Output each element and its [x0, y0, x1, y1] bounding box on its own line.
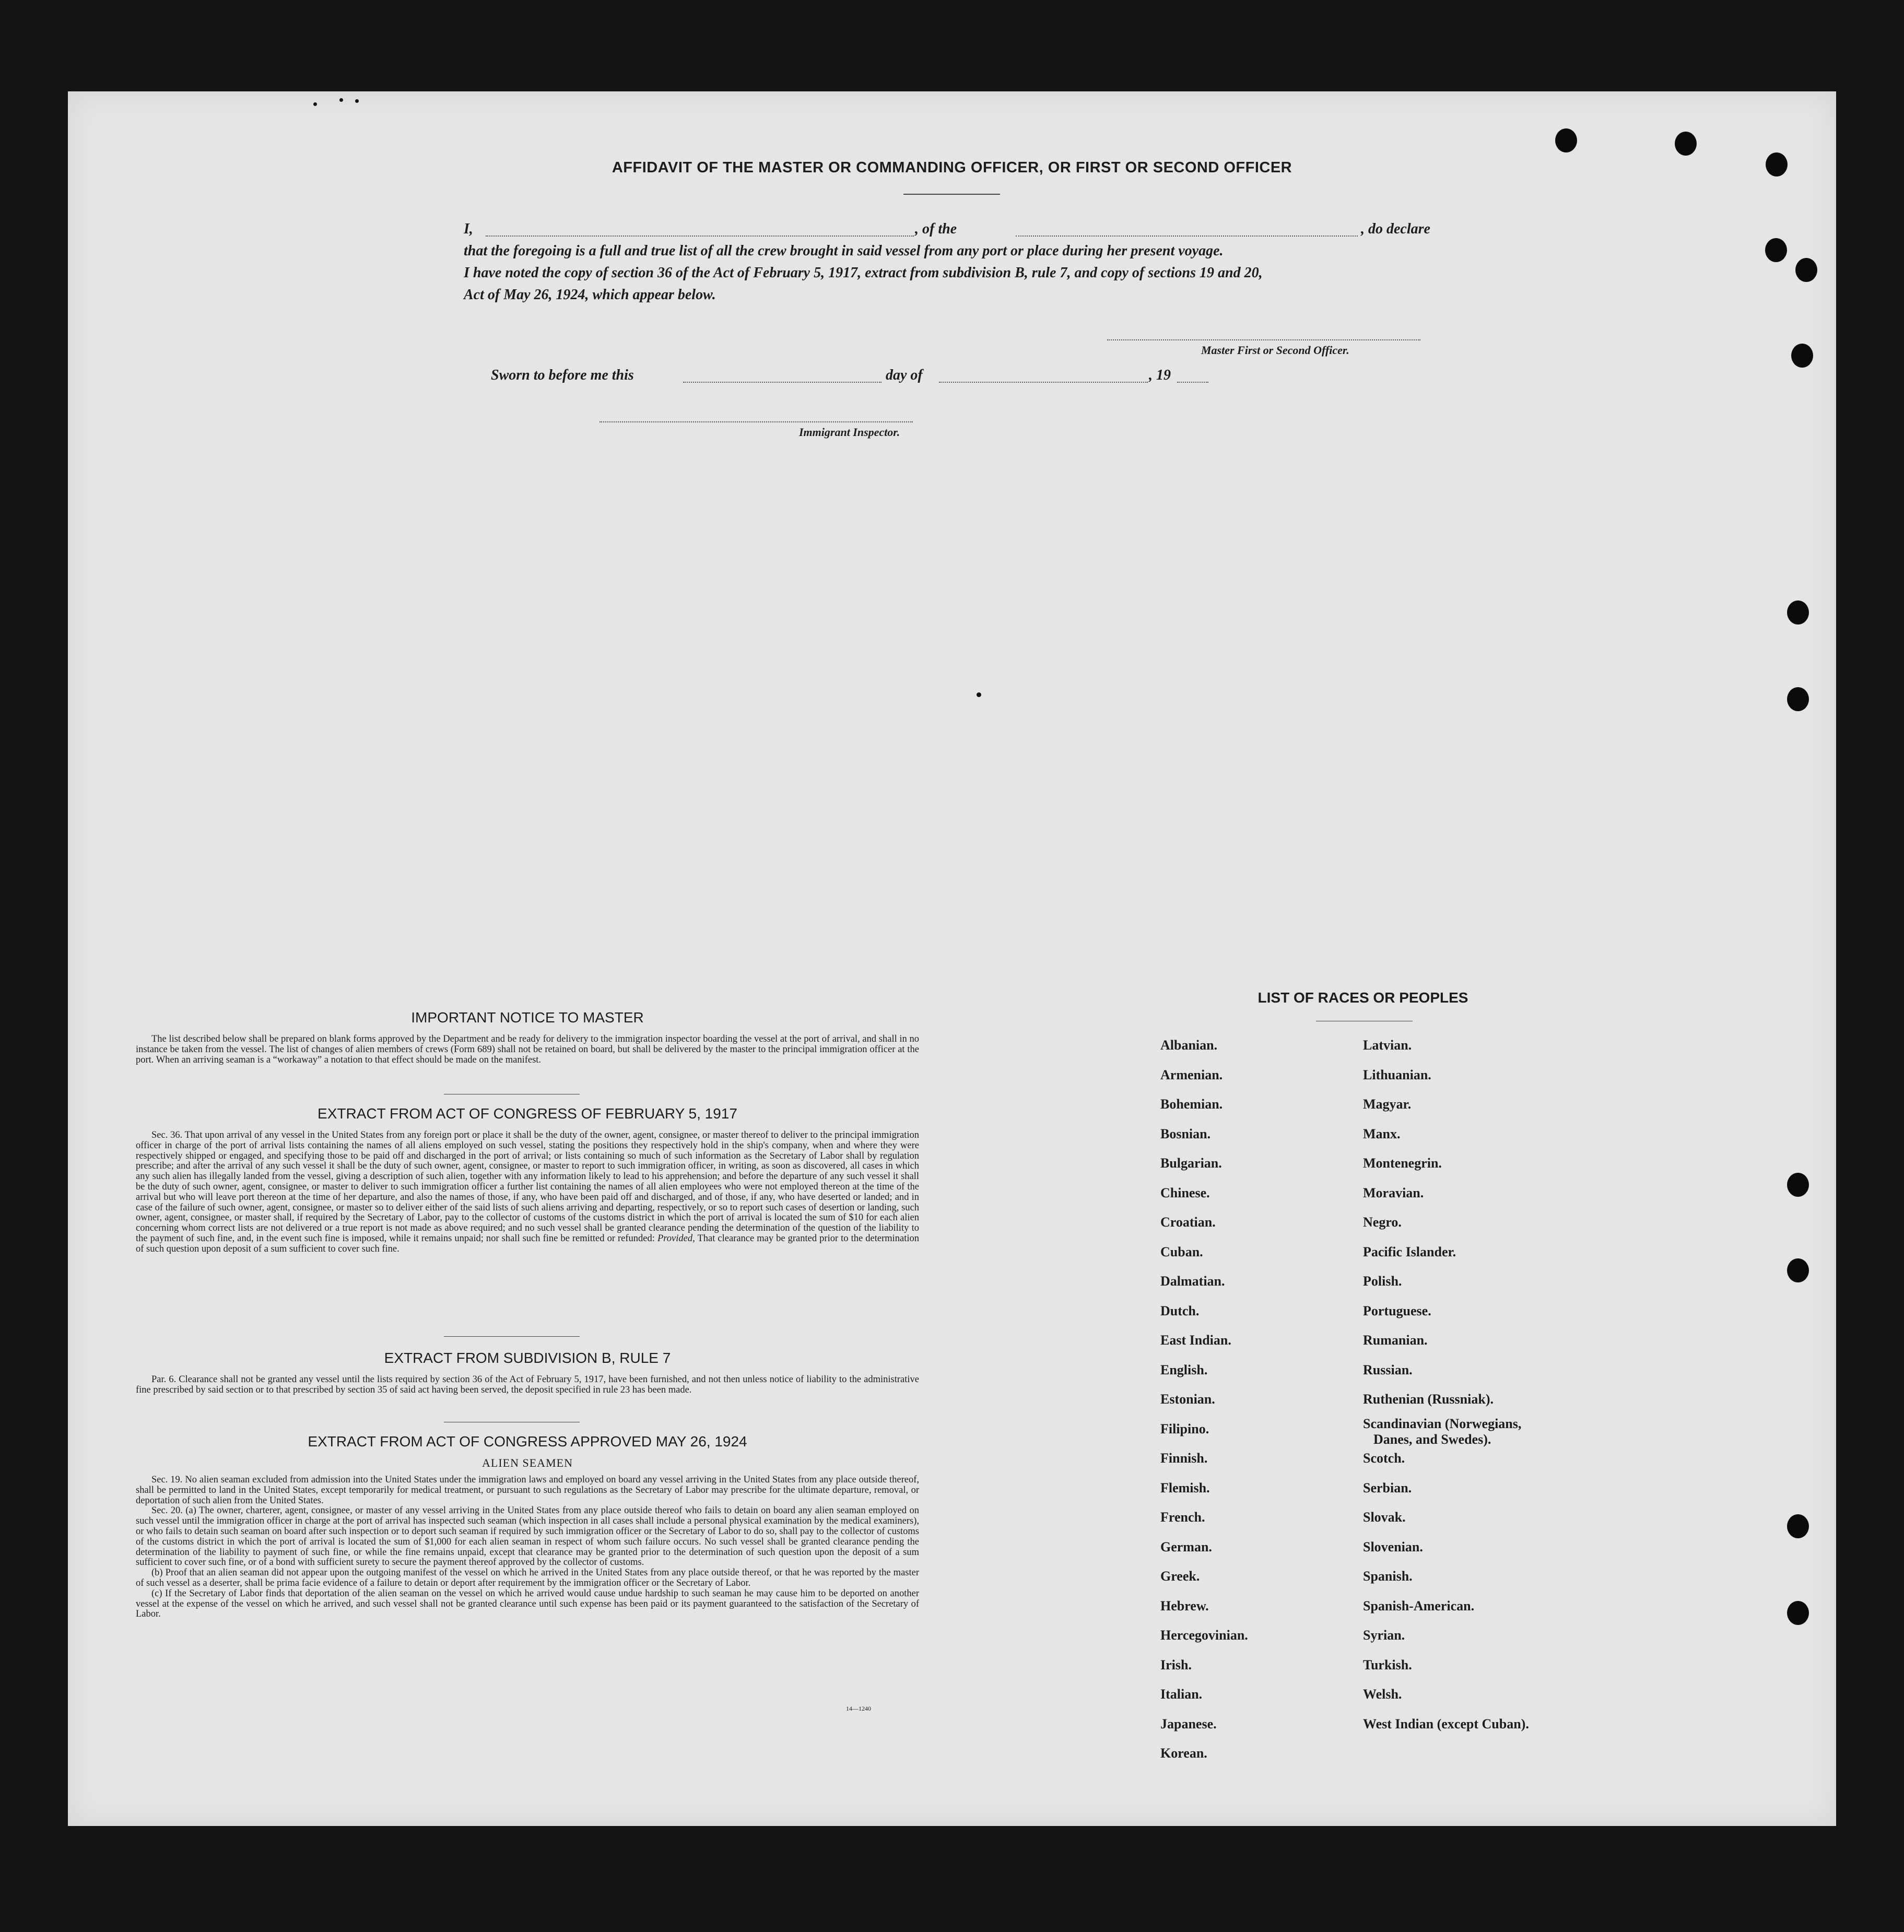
race-item: Japanese. — [1160, 1716, 1217, 1731]
notice-body — [136, 1034, 919, 1065]
affidavit-i-label: I, — [464, 221, 473, 237]
speck — [313, 102, 317, 106]
punch-hole — [1795, 258, 1817, 282]
race-item: Albanian. — [1160, 1038, 1218, 1053]
rule-7-paragraph: Par. 6. Clearance shall not be granted any vessel until the lists required by section 36 of the Act of February 5, 1917, have been furnished, and not then unless notice of liability to the administrative fine prescribed by said section or to that prescribed by section 35 of said act having been served, the deposit specified in rule 23 has been made. — [136, 1374, 919, 1395]
sworn-month-blank[interactable] — [939, 382, 1148, 383]
document-sheet — [68, 91, 1836, 1826]
race-item: Ruthenian (Russniak). — [1363, 1392, 1494, 1407]
race-item: Scotch. — [1363, 1451, 1405, 1466]
race-item: Montenegrin. — [1363, 1156, 1442, 1171]
rule-7-body — [136, 1375, 919, 1396]
race-item: Greek. — [1160, 1569, 1200, 1584]
race-item: English. — [1160, 1362, 1208, 1377]
speck — [339, 98, 343, 102]
form-number: 14—1240 — [846, 1705, 871, 1712]
act-1924-subtitle: ALIEN SEAMEN — [482, 1456, 573, 1469]
master-caption: Master First or Second Officer. — [1201, 344, 1349, 357]
race-item: Bosnian. — [1160, 1126, 1211, 1141]
race-item: Flemish. — [1160, 1480, 1210, 1495]
act-1917-title: EXTRACT FROM ACT OF CONGRESS OF FEBRUARY 5, 1917 — [318, 1105, 737, 1122]
race-item: Syrian. — [1363, 1628, 1405, 1643]
sec-19-paragraph: Sec. 19. No alien seaman excluded from admission into the United States under the immigration laws and employed on board any vessel arriving in the United States from any place outside thereof, shall be permitted to land in the United States, except temporarily for medical treatment, or pursuant to such regulations as the Secretary of Labor may prescribe for the ultimate departure, removal, or deportation of such alien from the United States. — [136, 1475, 919, 1506]
race-item: Russian. — [1363, 1362, 1413, 1377]
race-item: Spanish-American. — [1363, 1598, 1475, 1613]
race-item: Pacific Islander. — [1363, 1244, 1456, 1259]
race-item: East Indian. — [1160, 1333, 1231, 1348]
inspector-signature-line[interactable] — [600, 421, 913, 422]
punch-hole — [1765, 238, 1787, 262]
race-item: Danes, and Swedes). — [1373, 1431, 1491, 1447]
race-item: Polish. — [1363, 1274, 1402, 1289]
vessel-blank[interactable] — [1016, 235, 1358, 237]
race-item: Chinese. — [1160, 1185, 1210, 1200]
race-item: Dutch. — [1160, 1303, 1200, 1318]
race-item: Spanish. — [1363, 1569, 1413, 1584]
race-item: Rumanian. — [1363, 1333, 1428, 1348]
race-item: Scandinavian (Norwegians, — [1363, 1416, 1522, 1431]
day-of-label: day of — [886, 367, 923, 383]
race-item: Armenian. — [1160, 1067, 1223, 1082]
punch-hole — [1555, 128, 1577, 152]
race-item: Italian. — [1160, 1687, 1203, 1702]
sworn-year-blank[interactable] — [1177, 382, 1208, 383]
race-item: Hebrew. — [1160, 1598, 1209, 1613]
race-item: German. — [1160, 1539, 1212, 1554]
race-item: Estonian. — [1160, 1392, 1215, 1407]
inspector-caption: Immigrant Inspector. — [799, 426, 900, 439]
master-signature-line[interactable] — [1107, 339, 1420, 340]
punch-hole — [1791, 344, 1813, 368]
race-item: Croatian. — [1160, 1215, 1216, 1230]
year-label: , 19 — [1149, 367, 1171, 383]
act-1917-body — [136, 1130, 919, 1255]
affidavit-of-the-label: , of the — [915, 221, 957, 237]
race-item: West Indian (except Cuban). — [1363, 1716, 1529, 1731]
race-item: Portuguese. — [1363, 1303, 1431, 1318]
race-item: Filipino. — [1160, 1421, 1209, 1436]
sec-20a-paragraph: Sec. 20. (a) The owner, charterer, agent, consignee, or master of any vessel arriving in the United States from any place outside thereof who fails to detain on board any alien seaman employed on such vessel until the immigration officer in charge at the port of arrival has inspected such seaman (which inspection in all cases shall include a personal physical examination by the medical examiners), or who fails to detain such seaman on board after such inspection or to deport such seaman if required by such immigration officer or the Secretary of Labor to do so, shall pay to the collector of customs of the customs district in which the port of arrival is located the sum of $1,000 for each alien seaman in respect of whom such failure occurs. No such vessel shall be granted clearance pending the determination of the liability to payment of such fine, or while the fine remains unpaid, except that clearance may be granted prior to the determination of such question upon the deposit of a sum sufficient to cover such fine, or of a bond with sufficient surety to secure the payment thereof approved by the collector of customs. — [136, 1505, 919, 1568]
affidavit-do-declare-label: , do declare — [1361, 221, 1430, 237]
races-title: LIST OF RACES OR PEOPLES — [1257, 989, 1468, 1006]
speck — [355, 99, 359, 103]
punch-hole — [1787, 1601, 1809, 1625]
rule-7-title: EXTRACT FROM SUBDIVISION B, RULE 7 — [384, 1350, 671, 1366]
act-1924-title: EXTRACT FROM ACT OF CONGRESS APPROVED MAY 26, 1924 — [308, 1433, 747, 1450]
act-1917-text: Sec. 36. That upon arrival of any vessel in the United States from any foreign port or place it shall be the duty of the owner, agent, consignee, or master thereof to deliver to the principal immigration officer in charge of the port of arrival lists containing the names of all aliens employed on such vessel, stating the positions they respectively hold in the ship's company, when and where they were respectively shipped or engaged, and specifying those to be paid off and discharged in the port of arrival; or lists containing so much of such information as the Secretary of Labor shall by regulation prescribe; and after the arrival of any such vessel it shall be the duty of such owner, agent, consignee, or master to report to such immigration officer, in writing, as soon as discovered, all cases in which any such alien has illegally landed from the vessel, giving a description of such alien, together with any information likely to lead to his apprehension; and before the departure of any such vessel it shall be the duty of such owner, agent, consignee, or master to deliver to such immigration officer a further list containing the names of all alien employees who were not employed thereon at the time of the arrival but who will leave port thereon at the time of her departure, and also the names of those, if any, who have been paid off and discharged, and of those, if any, who have deserted or landed; and in case of the failure of such owner, agent, consignee, or master so to deliver either of the said lists of such aliens arriving and departing, respectively, or so to report such cases of desertion or landing, such owner, agent, consignee, or master shall, if required by the Secretary of Labor, pay to the collector of customs of the customs district in which the port of arrival is located the sum of $10 for each alien concerning whom correct lists are not delivered or a true report is not made as above required; and no such vessel shall be granted clearance pending the determination of the question of the liability to the payment of such fine, and, in the event such fine is imposed, while it remains unpaid; nor shall such fine be remitted or refunded: — [136, 1130, 919, 1244]
punch-hole — [1787, 600, 1809, 625]
sworn-day-blank[interactable] — [683, 382, 882, 383]
affidavit-line-3: I have noted the copy of section 36 of the Act of February 5, 1917, extract from subdivision B, rule 7, and copy of sections 19 and 20, — [464, 265, 1263, 281]
punch-hole — [1787, 1514, 1809, 1538]
sec-20c-paragraph: (c) If the Secretary of Labor finds that deportation of the alien seaman on the vessel on which he arrived would cause undue hardship to such seaman he may cause him to be deported on another vessel at the expense of the vessel on which he arrived, and such vessel shall not be granted clearance until such expense has been paid or its payment guaranteed to the satisfaction of the Secretary of Labor. — [136, 1588, 919, 1620]
race-item: Moravian. — [1363, 1185, 1424, 1200]
punch-hole — [1675, 132, 1697, 156]
race-item: Lithuanian. — [1363, 1067, 1431, 1082]
name-blank[interactable] — [486, 235, 914, 237]
race-item: Welsh. — [1363, 1687, 1402, 1702]
punch-hole — [1766, 152, 1788, 176]
race-item: Latvian. — [1363, 1038, 1412, 1053]
notice-title: IMPORTANT NOTICE TO MASTER — [411, 1009, 644, 1026]
affidavit-line-2: that the foregoing is a full and true list of all the crew brought in said vessel from any port or place during her present voyage. — [464, 243, 1224, 259]
speck — [977, 692, 981, 697]
act-1924-body — [136, 1475, 919, 1620]
act-1917-provided: Provided, — [657, 1233, 695, 1244]
act-1917-text-end: That clearance may be granted prior to the determination of such question upon deposit of a sum sufficient to cover such fine. — [136, 1233, 919, 1254]
race-item: Slovenian. — [1363, 1539, 1423, 1554]
race-item: Turkish. — [1363, 1657, 1412, 1672]
sworn-label: Sworn to before me this — [491, 367, 634, 383]
punch-hole — [1787, 1258, 1809, 1282]
affidavit-line-4: Act of May 26, 1924, which appear below. — [464, 287, 716, 303]
race-item: Bulgarian. — [1160, 1156, 1222, 1171]
notice-paragraph: The list described below shall be prepared on blank forms approved by the Department and be ready for delivery to the immigration inspector boarding the vessel at the port of arrival, and shall in no instance be taken from the vessel. The list of changes of alien members of crews (Form 689) shall not be retained on board, but shall be delivered by the master to the principal immigration officer at the port. When an arriving seaman is a “workaway” a notation to that effect should be made on the manifest. — [136, 1034, 919, 1065]
title-divider — [903, 194, 1000, 195]
race-item: Serbian. — [1363, 1480, 1412, 1495]
punch-hole — [1787, 687, 1809, 711]
race-item: Cuban. — [1160, 1244, 1203, 1259]
race-item: Magyar. — [1363, 1097, 1412, 1112]
race-item: Manx. — [1363, 1126, 1401, 1141]
race-item: Negro. — [1363, 1215, 1402, 1230]
race-item: French. — [1160, 1510, 1205, 1525]
race-item: Korean. — [1160, 1746, 1207, 1761]
divider-2 — [444, 1336, 580, 1337]
sec-20b-paragraph: (b) Proof that an alien seaman did not appear upon the outgoing manifest of the vessel on which he arrived in the United States from any place outside thereof, or that he was reported by the master of such vessel as a deserter, shall be prima facie evidence of a failure to detain or deport after requirement by the immigration officer or the Secretary of Labor. — [136, 1568, 919, 1588]
race-item: Finnish. — [1160, 1451, 1208, 1466]
race-item: Slovak. — [1363, 1510, 1406, 1525]
race-item: Hercegovinian. — [1160, 1628, 1248, 1643]
race-item: Dalmatian. — [1160, 1274, 1225, 1289]
race-item: Bohemian. — [1160, 1097, 1223, 1112]
act-1917-paragraph — [136, 1130, 919, 1255]
affidavit-title: AFFIDAVIT OF THE MASTER OR COMMANDING OFFICER, OR FIRST OR SECOND OFFICER — [612, 159, 1292, 176]
race-item: Irish. — [1160, 1657, 1192, 1672]
punch-hole — [1787, 1173, 1809, 1197]
